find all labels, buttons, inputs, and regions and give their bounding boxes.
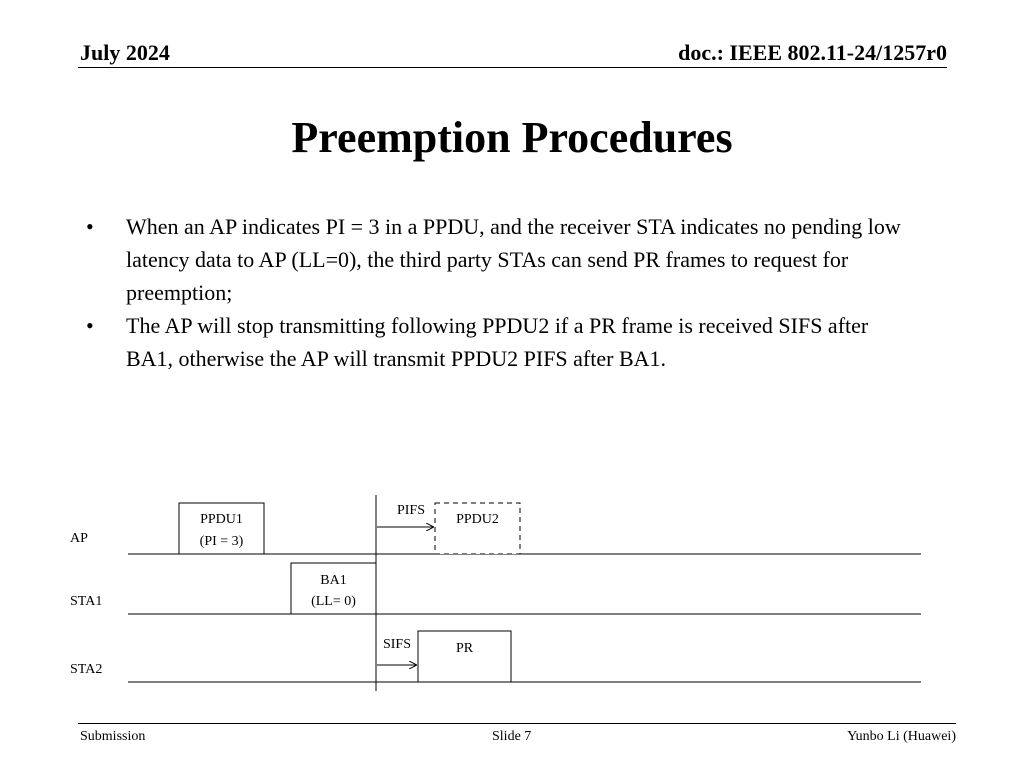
sifs-label: SIFS xyxy=(382,637,412,652)
bullet-text: When an AP indicates PI = 3 in a PPDU, and the receiver STA indicates no pending low latency data to AP (LL=0), the third party STAs can send PR frames to request for preemption; xyxy=(126,214,901,305)
ppdu2-box xyxy=(435,503,520,554)
ppdu1-pi-label: (PI = 3) xyxy=(199,534,244,549)
footer-author: Yunbo Li (Huawei) xyxy=(847,729,956,744)
footer-slide-number: Slide 7 xyxy=(492,729,532,744)
row-label-ap: AP xyxy=(70,531,88,546)
footer-submission: Submission xyxy=(80,729,146,744)
header-date: July 2024 xyxy=(80,40,170,65)
header-doc-id: doc.: IEEE 802.11-24/1257r0 xyxy=(678,40,947,65)
row-label-sta1: STA1 xyxy=(70,594,103,609)
bullet-text: The AP will stop transmitting following PPDU2 if a PR frame is received SIFS after BA1, otherwise the AP will transmit PPDU2 PIFS after BA1. xyxy=(126,313,869,371)
slide-title: Preemption Procedures xyxy=(291,113,733,162)
ppdu2-label: PPDU2 xyxy=(456,512,499,527)
ba1-ll-label: (LL= 0) xyxy=(311,594,356,609)
ba1-label: BA1 xyxy=(320,573,347,588)
bullet-marker: • xyxy=(86,214,94,239)
pifs-label: PIFS xyxy=(396,503,426,518)
pr-box xyxy=(418,631,511,682)
footer-divider xyxy=(78,723,956,724)
row-label-sta2: STA2 xyxy=(70,662,103,677)
ppdu1-label: PPDU1 xyxy=(200,512,243,527)
bullet-marker: • xyxy=(86,313,94,338)
pr-label: PR xyxy=(455,641,474,656)
